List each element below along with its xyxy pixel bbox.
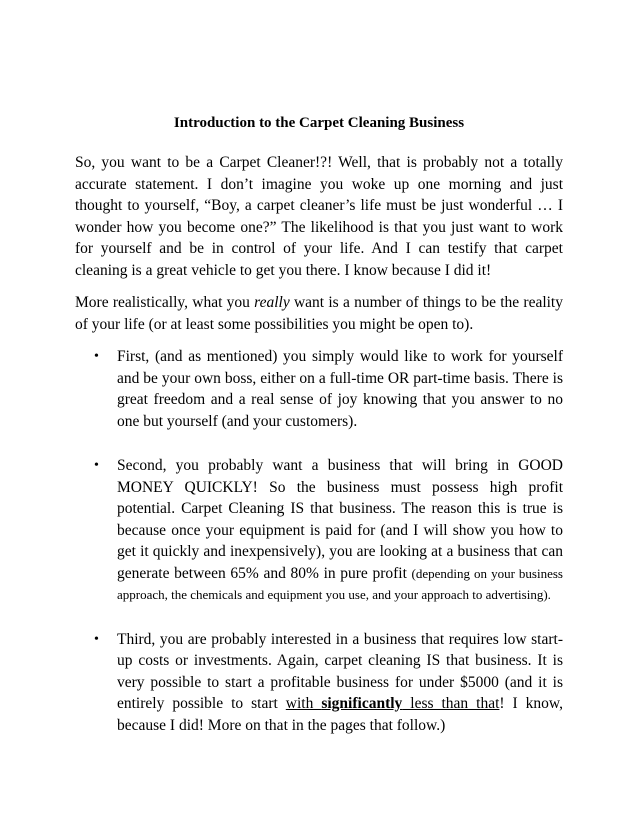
list-item-second: [70, 455, 563, 606]
document-title: Introduction to the Carpet Cleaning Business: [173, 115, 465, 131]
list-item-aside: (depending on your business approach, the chemicals and equipment you use, and your approach to advertising).: [117, 565, 563, 602]
bold-underlined-text: significantly: [321, 695, 403, 712]
reality-paragraph: [75, 292, 563, 335]
list-item-text: Second, you probably want a business that will bring in GOOD MONEY QUICKLY! So the business must possess high profit potential. Carpet Cleaning IS that business. The reason this is true is because once your equipment is paid for (and I will show you how to get it quickly and inexpensively), you are looking at a business that can generate between 65% and 80% in pure profit: [117, 457, 563, 582]
reasons-list: [70, 346, 563, 736]
bullet-icon: •: [94, 458, 99, 473]
list-item-text: First, (and as mentioned) you simply would like to work for yourself and be your own boss, either on a full-time OR part-time basis. There is great freedom and a real sense of joy knowing that you answer to no one but yourself (and your customers).: [117, 348, 563, 430]
bullet-icon: •: [94, 631, 99, 647]
reality-text-before: More realistically, what you: [75, 294, 255, 311]
reality-text-after: want is a number of things to be the reality of your life (or at least some possibilities you might be open to).: [75, 294, 563, 333]
reality-emphasis: really: [254, 294, 290, 311]
bullet-icon: •: [94, 349, 99, 364]
underlined-text: less than that: [402, 695, 500, 712]
intro-paragraph: So, you want to be a Carpet Cleaner!?! Well, that is probably not a totally accurate statement. I don’t imagine you woke up one morning and just thought to yourself, “Boy, a carpet cleaner’s life must be just wonderful … I wonder how you become one?” The likelihood is that you just want to work for yourself and be in control of your life. And I can testify that carpet cleaning is a great vehicle to get you there. I know because I did it!: [75, 154, 563, 279]
underlined-text: with: [285, 695, 322, 712]
list-item-text: Third, you are probably interested in a business that requires low start-up costs or investments. Again, carpet cleaning IS that business. It is very possible to start a profitable business for under $5000 (and it is entirely possible to start: [117, 630, 563, 712]
list-item-text-end: ! I know, because I did! More on that in the pages that follow.): [117, 695, 563, 734]
list-item-third: [70, 629, 563, 737]
list-item-first: [70, 346, 563, 432]
